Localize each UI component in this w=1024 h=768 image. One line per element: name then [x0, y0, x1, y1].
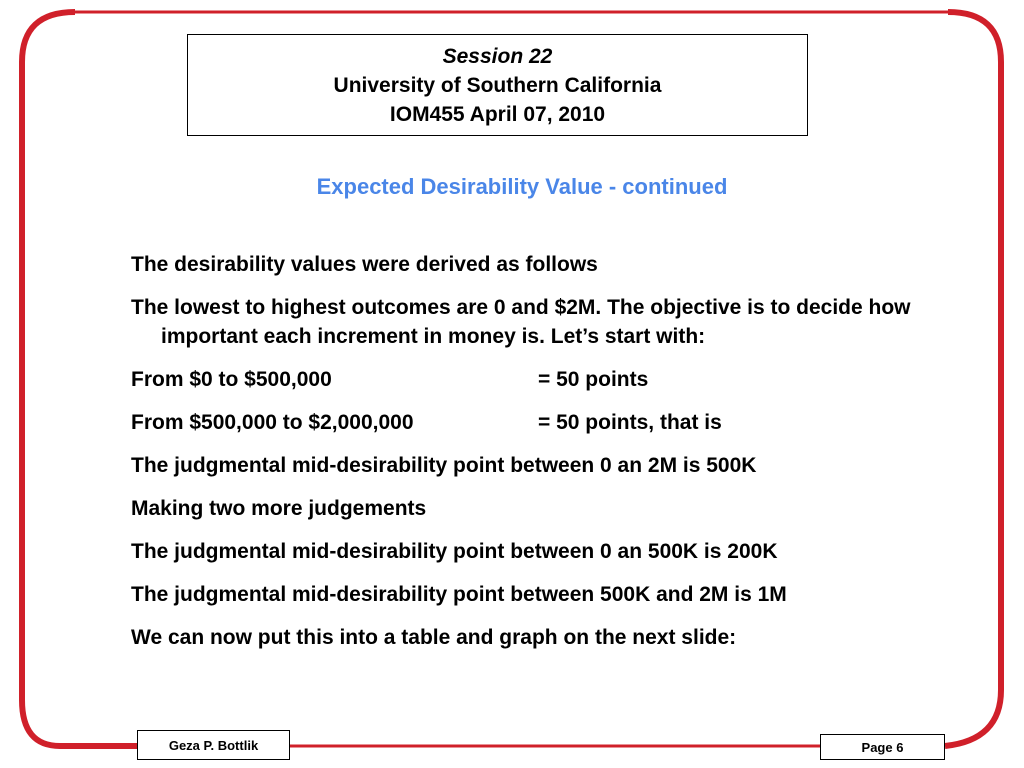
- session-label: Session 22: [442, 45, 553, 68]
- increment-row-1: [131, 365, 951, 394]
- author-label: Geza P. Bottlik: [168, 737, 259, 753]
- body-line-midpoint-2m: The judgmental mid-desirability point between 0 an 2M is 500K: [131, 454, 757, 477]
- body-line-next-slide: We can now put this into a table and graph on the next slide:: [131, 626, 737, 649]
- increment-row-2-points: = 50 points, that is: [538, 411, 722, 434]
- body-line-judgements: Making two more judgements: [131, 497, 427, 520]
- university-label: University of Southern California: [333, 74, 662, 97]
- slide-body: [131, 250, 951, 666]
- increment-row-2: [131, 408, 951, 437]
- increment-row-1-range: From $0 to $500,000: [131, 368, 332, 391]
- increment-row-2-range: From $500,000 to $2,000,000: [131, 411, 414, 434]
- page-number: Page 6: [861, 739, 904, 755]
- increment-row-1-points: = 50 points: [538, 368, 649, 391]
- body-line-midpoint-500k: The judgmental mid-desirability point between 0 an 500K is 200K: [131, 540, 778, 563]
- body-line-midpoint-1m: The judgmental mid-desirability point between 500K and 2M is 1M: [131, 583, 787, 606]
- course-label: IOM455 April 07, 2010: [389, 103, 606, 126]
- body-line-derived: The desirability values were derived as follows: [131, 253, 598, 276]
- slide-title: Expected Desirability Value - continued: [316, 174, 728, 199]
- header-box: [187, 34, 808, 136]
- author-footer: [137, 730, 290, 760]
- page-footer: [820, 734, 945, 760]
- body-line-objective: The lowest to highest outcomes are 0 and $2M. The objective is to decide how important each increment in money is. Let’s start with:: [131, 296, 911, 348]
